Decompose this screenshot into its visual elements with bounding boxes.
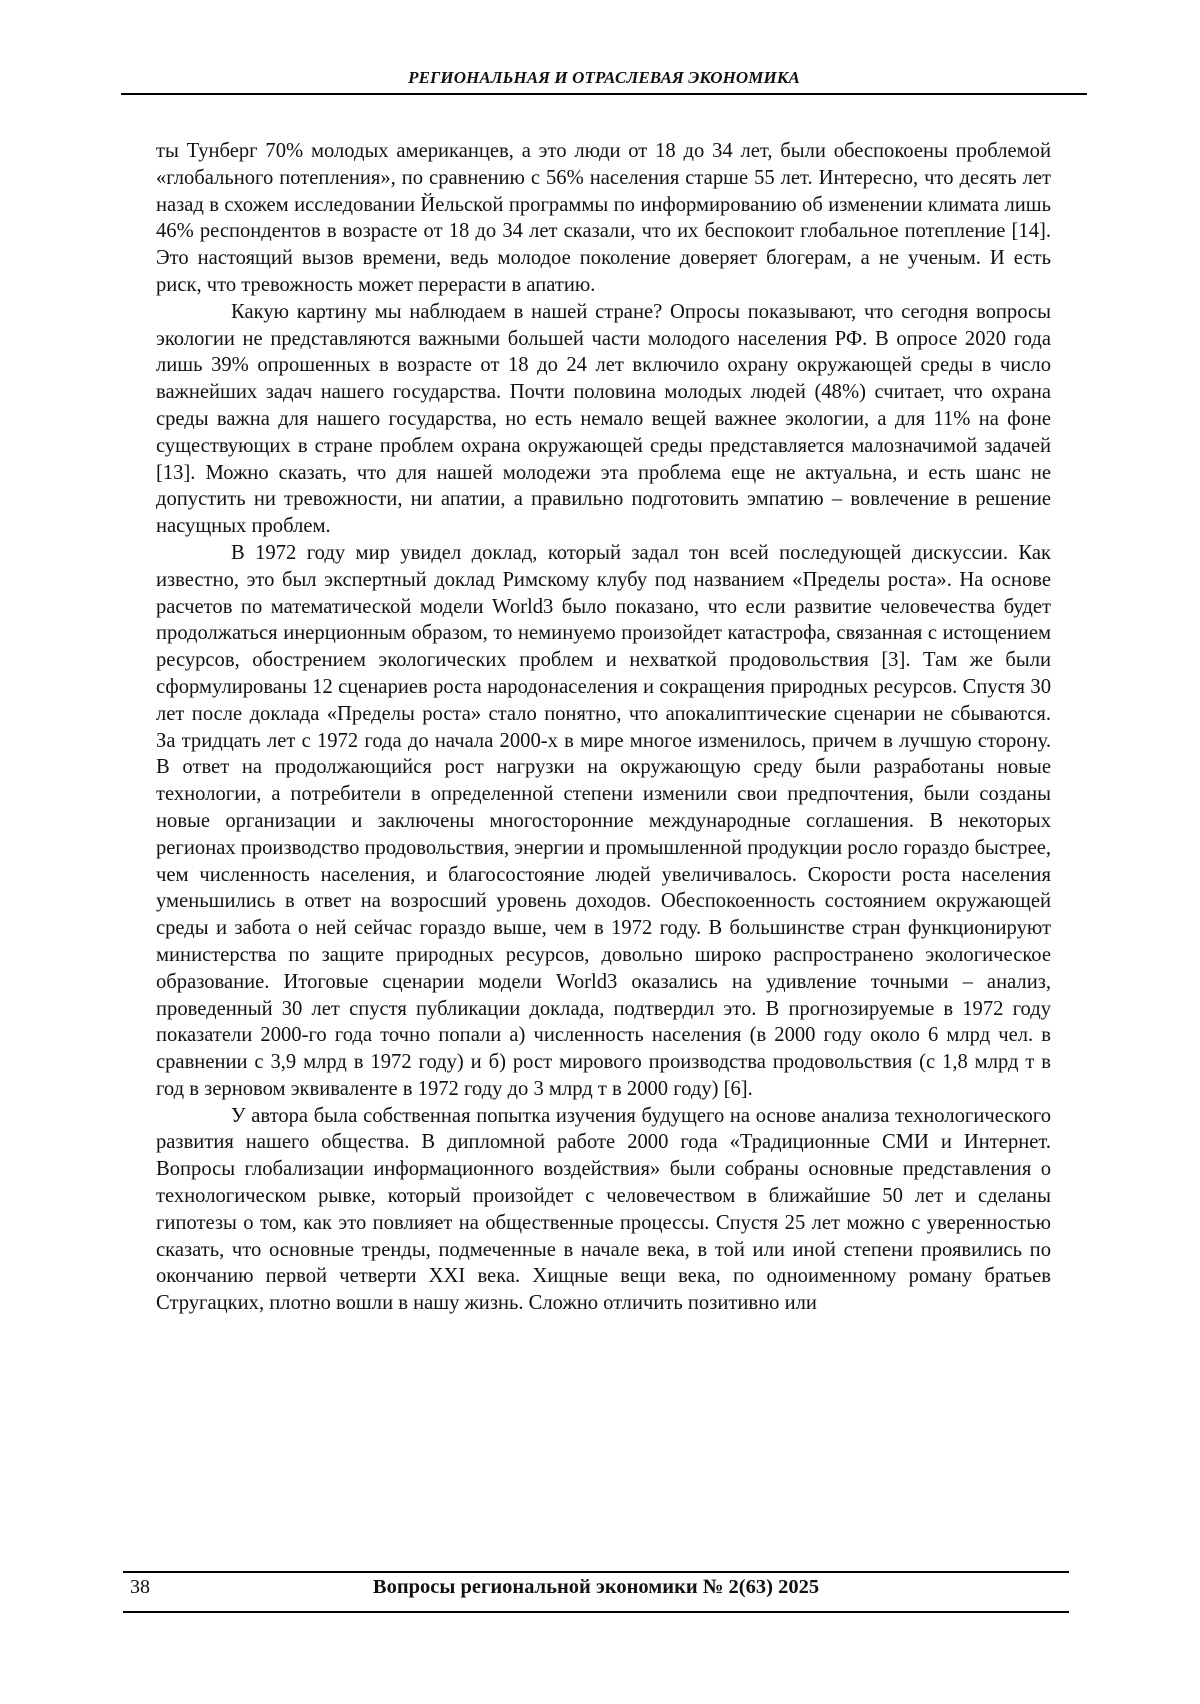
article-body [156,138,1051,1317]
paragraph-4: У автора была собственная попытка изучения будущего на основе анализа технологического развития нашего общества. В дипломной работе 2000 года «Традиционные СМИ и Интернет. Вопросы глобализации информационного воздействия» были собраны основные представления о технологическом рывке, который произойдет с человечеством в ближайшие 50 лет и сделаны гипотезы о том, как это повлияет на общественные процессы. Спустя 25 лет можно с уверенностью сказать, что основные тренды, подмеченные в начале века, в той или иной степени проявились по окончанию первой четверти XXI века. Хищные вещи века, по одноименному роману братьев Стругацких, плотно вошли в нашу жизнь. Сложно отличить позитивно или [156,1104,1051,1315]
journal-title: Вопросы региональной экономики № 2(63) 2025 [372,1576,820,1598]
page-number: 38 [130,1576,150,1598]
running-header: РЕГИОНАЛЬНАЯ И ОТРАСЛЕВАЯ ЭКОНОМИКА [121,68,1087,95]
paragraph-1: ты Тунберг 70% молодых американцев, а это люди от 18 до 34 лет, были обеспокоены проблемой «глобального потепления», по сравнению с 56% населения старше 55 лет. Интересно, что десять лет назад в схожем исследовании Йельской программы по информированию об изменении климата лишь 46% респондентов в возрасте от 18 до 34 лет сказали, что их беспокоит глобальное потепление [14]. Это настоящий вызов времени, ведь молодое поколение доверяет блогерам, а не ученым. И есть риск, что тревожность может перерасти в апатию. [156,140,1051,296]
paragraph-2: Какую картину мы наблюдаем в нашей стране? Опросы показывают, что сегодня вопросы экологии не представляются важными большей части молодого населения РФ. В опросе 2020 года лишь 39% опрошенных в возрасте от 18 до 24 лет включило охрану окружающей среды в число важнейших задач нашего государства. Почти половина молодых людей (48%) считает, что охрана среды важна для нашего государства, но есть немало вещей важнее экологии, а для 11% на фоне существующих в стране проблем охрана окружающей среды представляется малозначимой задачей [13]. Можно сказать, что для нашей молодежи эта проблема еще не актуальна, и есть шанс не допустить ни тревожности, ни апатии, а правильно подготовить эмпатию – вовлечение в решение насущных проблем. [156,300,1051,538]
paragraph-3: В 1972 году мир увидел доклад, который задал тон всей последующей дискуссии. Как известно, это был экспертный доклад Римскому клубу под названием «Пределы роста». На основе расчетов по математической модели World3 было показано, что если развитие человечества будет продолжаться инерционным образом, то неминуемо произойдет катастрофа, связанная с истощением ресурсов, обострением экологических проблем и нехваткой продовольствия [3]. Там же были сформулированы 12 сценариев роста народонаселения и сокращения природных ресурсов. Спустя 30 лет после доклада «Пределы роста» стало понятно, что апокалиптические сценарии не сбываются. За тридцать лет с 1972 года до начала 2000-х в мире многое изменилось, причем в лучшую сторону. В ответ на продолжающийся рост нагрузки на окружающую среду были разработаны новые технологии, а потребители в определенной степени изменили свои предпочтения, были созданы новые организации и заключены многосторонние международные соглашения. В некоторых регионах производство продовольствия, энергии и промышленной продукции росло гораздо быстрее, чем численность населения, и благосостояние людей увеличивалось. Скорости роста населения уменьшились в ответ на возросший уровень доходов. Обеспокоенность состоянием окружающей среды и забота о ней сейчас гораздо выше, чем в 1972 году. В большинстве стран функционируют министерства по защите природных ресурсов, довольно широко распространено экологическое образование. Итоговые сценарии модели World3 оказались на удивление точными – анализ, проведенный 30 лет спустя публикации доклада, подтвердил это. В прогнозируемые в 1972 году показатели 2000-го года точно попали а) численность населения (в 2000 году около 6 млрд чел. в сравнении с 3,9 млрд в 1972 году) и б) рост мирового производства продовольствия (с 1,8 млрд т в год в зерновом эквиваленте в 1972 году до 3 млрд т в 2000 году) [6]. [156,541,1051,1100]
footer-divider-top [123,1571,1069,1573]
footer-divider-bottom [123,1611,1069,1613]
